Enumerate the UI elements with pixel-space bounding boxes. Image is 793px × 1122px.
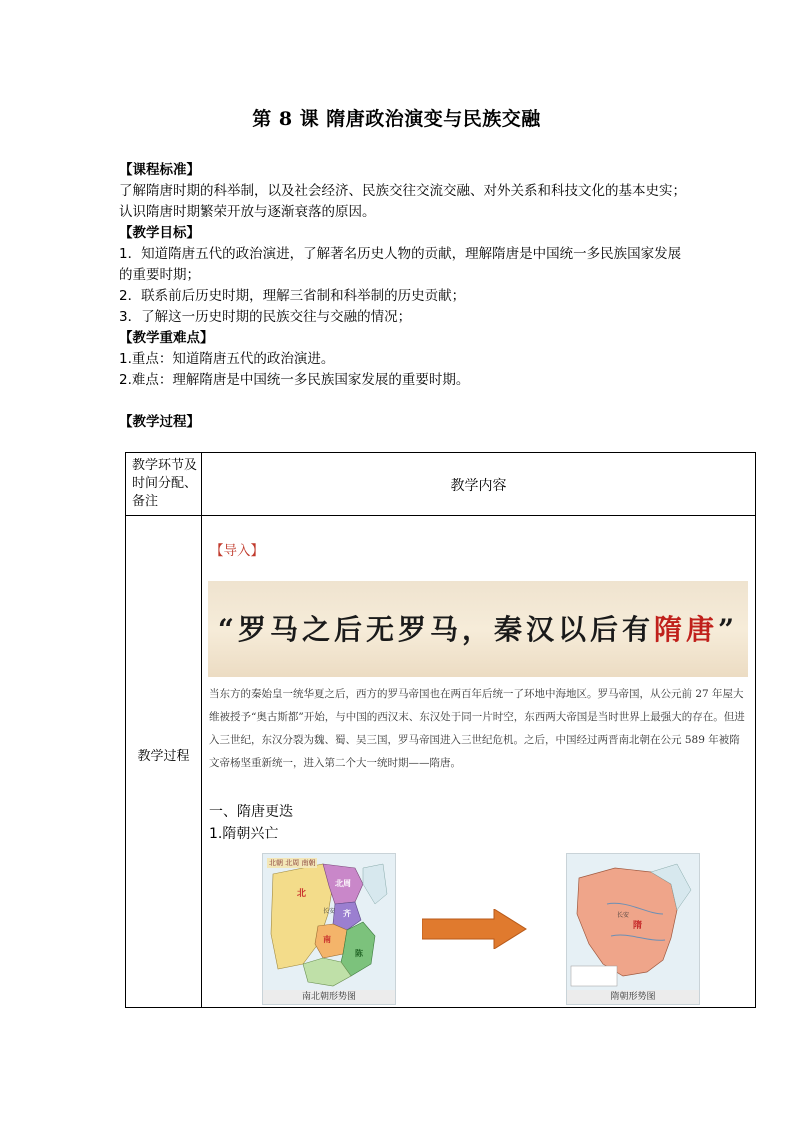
- banner-quote: [208, 608, 748, 648]
- goal-item: 1．知道隋唐五代的政治演进，了解著名历史人物的贡献，理解隋唐是中国统一多民族国家发展的重要时期；: [119, 246, 682, 283]
- column-divider: [201, 453, 202, 1007]
- goal-item: 3．了解这一历史时期的民族交往与交融的情况；: [119, 309, 412, 325]
- map-label-qi: 齐: [343, 909, 351, 918]
- intro-label: 【导入】: [210, 543, 264, 559]
- banner-quote-text: “罗马之后无罗马，秦汉以后有: [217, 613, 654, 646]
- intro-paragraph: 当东方的秦始皇一统华夏之后，西方的罗马帝国也在两百年后统一了环地中海地区。罗马帝国，从公元前 27 年屋大维被授予“奥古斯都”开始，与中国的西汉末、东汉处于同一片时空，东西两大帝国是当时世界上最强大的存在。但进入三世纪，东汉分裂为魏、蜀、吴三国，罗马帝国进入三世纪危机。之后，中国经过两晋南北朝在公元 589 年被隋文帝杨坚重新统一，进入第二个大一统时期——隋唐。: [209, 688, 745, 769]
- map-label-sui: 隋: [633, 921, 643, 931]
- subsection-subheading: 1.隋朝兴亡: [209, 826, 279, 842]
- left-header-cell: 教学环节及时间分配、备注: [132, 458, 198, 509]
- left-body-cell: 教学过程: [137, 749, 190, 764]
- map-graphic: [263, 854, 395, 990]
- section-subheading: 一、隋唐更迭: [209, 804, 293, 820]
- page-title: 第 8 课 隋唐政治演变与民族交融: [252, 108, 541, 130]
- north-south-dynasties-map: [262, 853, 396, 1005]
- course-standard-text: 了解隋唐时期的科举制，以及社会经济、民族交往交流交融、对外关系和科技文化的基本史实；认识隋唐时期繁荣开放与逐渐衰落的原因。: [119, 183, 686, 220]
- map-label-chen: 陈: [355, 949, 363, 958]
- map-label-capital: 长安: [617, 912, 630, 919]
- sui-dynasty-map: [566, 853, 700, 1005]
- map-caption: 隋朝形势图: [567, 990, 699, 1004]
- course-standard-section: [119, 160, 689, 223]
- quote-banner: [208, 581, 748, 677]
- map-label-south: 南: [323, 935, 331, 944]
- teaching-goals-section: [119, 223, 689, 328]
- goal-item: 2．联系前后历史时期，理解三省制和科举制的历史贡献；: [119, 288, 466, 304]
- right-header-cell: 教学内容: [450, 478, 507, 494]
- key-point-item: 1.重点：知道隋唐五代的政治演进。: [119, 351, 335, 367]
- banner-highlight: 隋唐: [653, 613, 718, 646]
- map-legend: 北朝 北周 南朝: [269, 859, 316, 867]
- map-label-north: 北: [297, 889, 307, 899]
- header-divider: [126, 515, 755, 516]
- key-points-heading: 【教学重难点】: [119, 330, 214, 346]
- course-standard-heading: 【课程标准】: [119, 162, 200, 178]
- map-label-capital: 长安: [323, 908, 336, 915]
- map-label-zhou: 北周: [335, 879, 351, 888]
- teaching-goals-heading: 【教学目标】: [119, 225, 200, 241]
- right-arrow-icon: [422, 909, 528, 949]
- map-caption: 南北朝形势图: [263, 990, 395, 1004]
- key-point-item: 2.难点：理解隋唐是中国统一多民族国家发展的重要时期。: [119, 372, 470, 388]
- teaching-process-heading: 【教学过程】: [119, 414, 200, 430]
- key-points-section: [119, 328, 689, 391]
- banner-quote-end: ”: [718, 613, 739, 646]
- lesson-table: [125, 452, 756, 1008]
